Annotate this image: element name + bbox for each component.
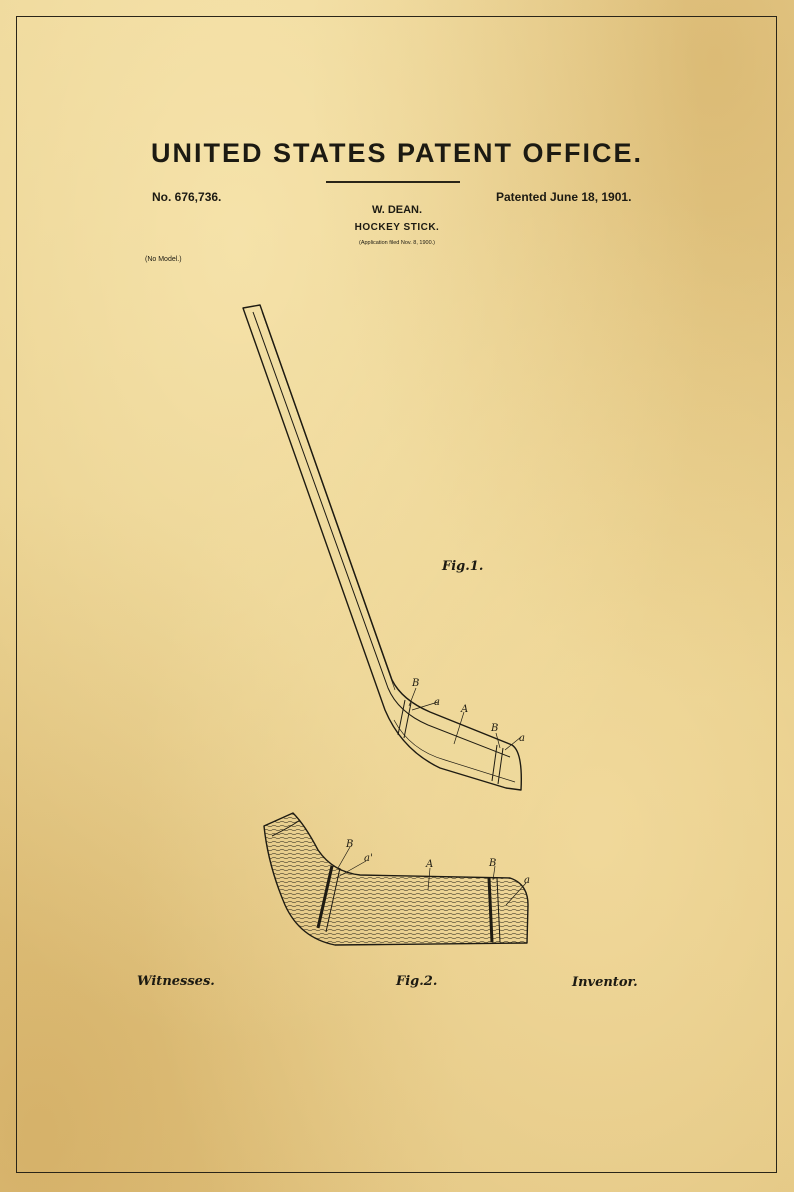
- patent-date: Patented June 18, 1901.: [496, 190, 632, 204]
- inventor-signature: Walter Dean: [509, 1014, 662, 1048]
- model-note: (No Model.): [145, 256, 182, 263]
- fig1-callout-a1: a: [434, 697, 440, 708]
- office-title: UNITED STATES PATENT OFFICE.: [151, 138, 643, 168]
- patent-number: No. 676,736.: [152, 190, 222, 204]
- fig1-callout-b1: B: [412, 678, 420, 689]
- fig1-callout-a2: a: [519, 733, 525, 744]
- fig2-callout-a: a: [524, 875, 530, 886]
- fig2-callout-b2: B: [489, 858, 497, 869]
- inventor-label: Inventor.: [572, 975, 638, 990]
- inventor-name: W. DEAN.: [371, 204, 423, 216]
- fig1-callout-A: A: [461, 704, 469, 715]
- fig1-callout-b2: B: [491, 723, 499, 734]
- fig2-callout-a-prime: a': [364, 853, 373, 864]
- witnesses-label: Witnesses.: [137, 974, 215, 989]
- fig2-callout-b1: B: [346, 839, 354, 850]
- witness-signature-2: W. J. S. Carreth: [149, 1041, 336, 1080]
- fig1-label: Fig.1.: [442, 559, 484, 574]
- witness-signature-1: B. Dennison: [127, 1009, 251, 1039]
- application-date: (Application filed Nov. 8, 1900.): [358, 240, 436, 246]
- fig2-callout-A: A: [426, 859, 434, 870]
- fig2-label: Fig.2.: [396, 974, 438, 989]
- invention-title: HOCKEY STICK.: [354, 222, 440, 233]
